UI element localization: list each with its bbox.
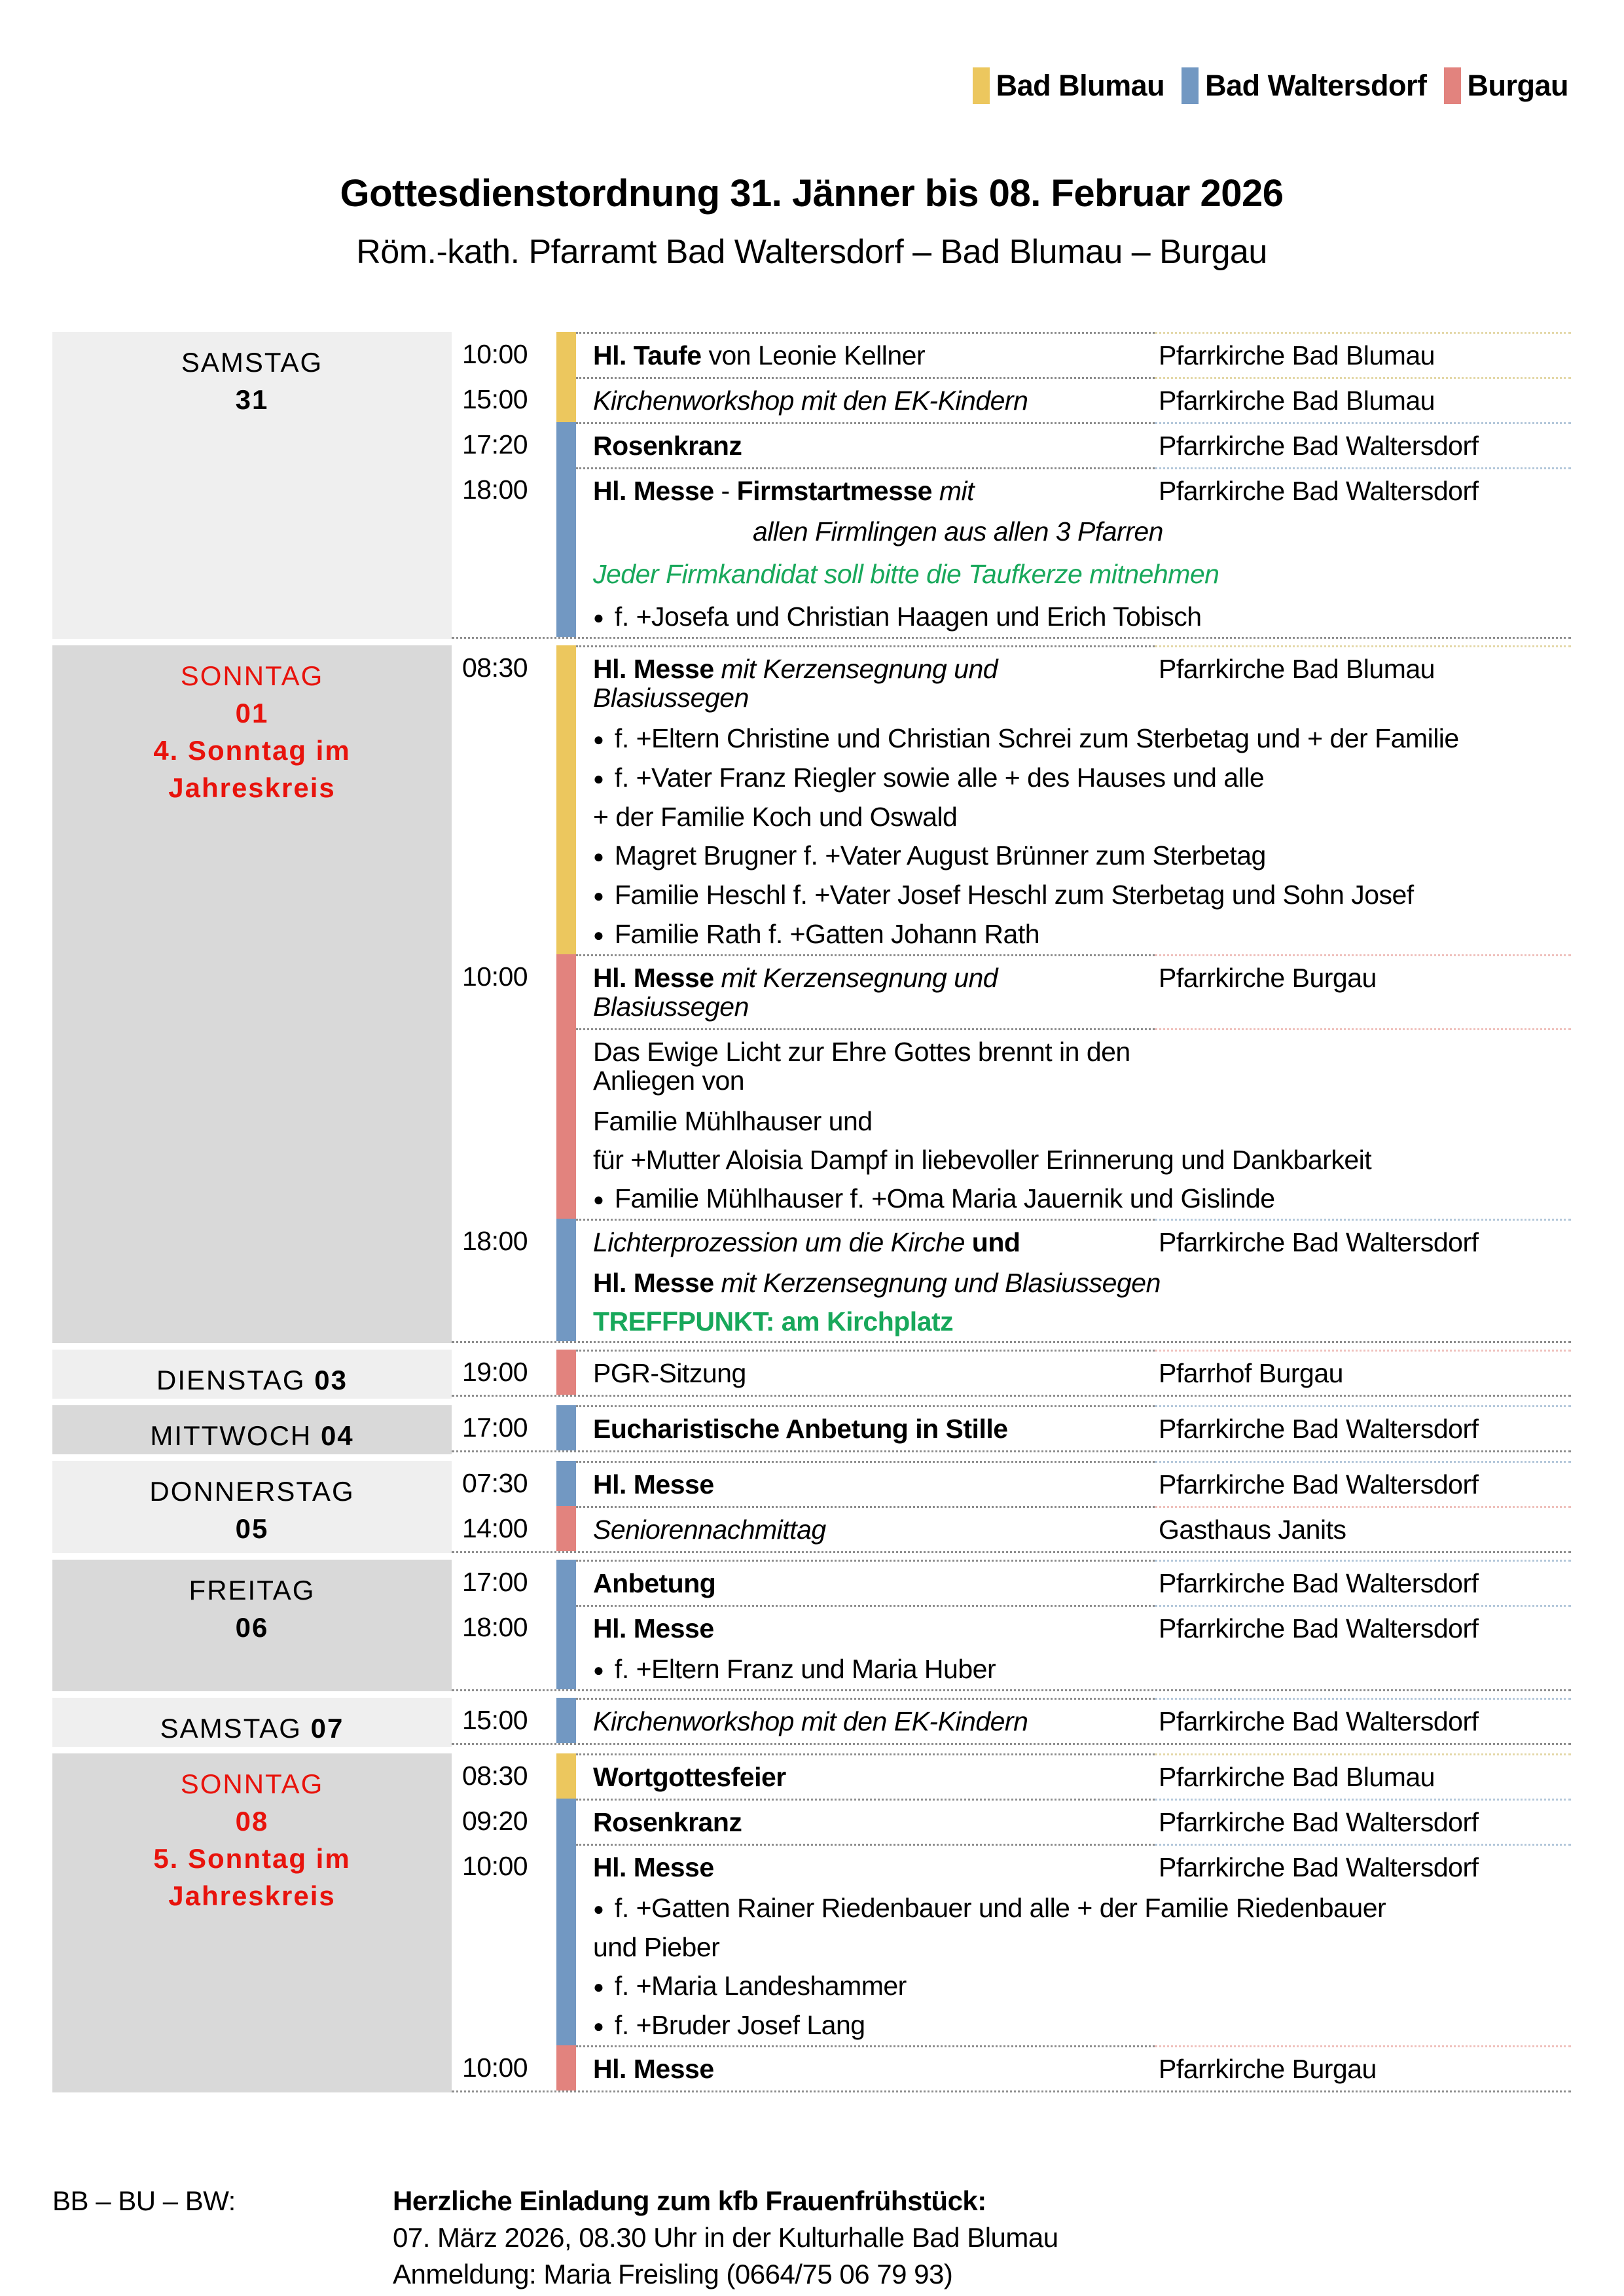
- event-content: [576, 1350, 1571, 1395]
- day-block: [52, 1560, 1571, 1691]
- day-rows: [452, 645, 1571, 1343]
- page-title: Gottesdienstordnung 31. Jänner bis 08. Februar 2026: [340, 172, 1284, 215]
- text-part: Jeder Firmkandidat soll bitte die Taufkerze mitnehmen: [593, 559, 1219, 589]
- event-title: [576, 1844, 1155, 1889]
- event-first-line: [576, 422, 1571, 467]
- day-block: [52, 1350, 1571, 1399]
- text-part: f. +Bruder Josef Lang: [614, 2010, 865, 2040]
- day-block: [52, 1461, 1571, 1553]
- bullet-icon: ●: [593, 1977, 604, 1997]
- bullet-icon: ●: [593, 886, 604, 906]
- day-label-line: [52, 1473, 452, 1510]
- text-part: Eucharistische Anbetung in Stille: [593, 1414, 1008, 1444]
- event-row: [452, 645, 1571, 954]
- event-subline: [576, 1265, 1571, 1301]
- event-location: Pfarrkirche Bad Blumau: [1155, 377, 1571, 422]
- legend-label: Bad Blumau: [996, 69, 1165, 102]
- parish-color-bar: [556, 1698, 576, 1743]
- event-location: Pfarrkirche Bad Blumau: [1155, 645, 1571, 719]
- text-part: 04: [320, 1420, 354, 1451]
- event-row: [452, 377, 1571, 422]
- text-part: 05: [235, 1513, 269, 1544]
- event-row: [452, 1461, 1571, 1506]
- day-block: [52, 645, 1571, 1343]
- text-part: Rosenkranz: [593, 431, 742, 461]
- event-location: [1155, 1028, 1571, 1102]
- event-title: [576, 1506, 1155, 1551]
- day-block: [52, 1698, 1571, 1747]
- event-content: [576, 2045, 1571, 2090]
- day-rows: [452, 1461, 1571, 1553]
- event-first-line: [576, 332, 1571, 377]
- event-content: [576, 377, 1571, 422]
- event-subline: [576, 2007, 1571, 2044]
- text-part: Rosenkranz: [593, 1807, 742, 1837]
- text-part: Hl. Messe: [593, 2054, 714, 2084]
- event-title: [576, 1350, 1155, 1395]
- event-subline: [576, 1929, 1571, 1965]
- event-content: [576, 645, 1571, 954]
- event-content: [576, 1461, 1571, 1506]
- event-content: [576, 1028, 1571, 1219]
- event-first-line: [576, 377, 1571, 422]
- text-part: Hl. Messe: [593, 963, 714, 993]
- day-label-line: [52, 1510, 452, 1547]
- time-label: 17:20: [462, 429, 528, 459]
- day-block: [52, 1405, 1571, 1454]
- event-content: [576, 1799, 1571, 1844]
- event-title: [576, 954, 1155, 1028]
- event-row: [452, 422, 1571, 467]
- parish-color-bar: [556, 467, 576, 637]
- parish-color-bar: [556, 1350, 576, 1395]
- text-part: mit Kerzensegnung und Blasiussegen: [713, 1268, 1161, 1298]
- event-first-line: [576, 1698, 1571, 1743]
- text-part: mit Kerzensegnung und Blasiussegen: [593, 654, 998, 713]
- time-label: [452, 1028, 556, 1219]
- text-part: mit Kerzensegnung und Blasiussegen: [593, 963, 998, 1022]
- event-first-line: [576, 954, 1571, 1028]
- text-part: Familie Rath f. +Gatten Johann Rath: [614, 919, 1040, 949]
- time-label: 14:00: [462, 1513, 528, 1543]
- event-location: Pfarrkirche Bad Waltersdorf: [1155, 1799, 1571, 1844]
- event-title: [576, 1560, 1155, 1605]
- day-label-line: [52, 694, 452, 732]
- event-content: [576, 1219, 1571, 1341]
- event-title: [576, 2045, 1155, 2090]
- day-label: [52, 1461, 452, 1553]
- invitation-title: Herzliche Einladung zum kfb Frauenfrühstück:: [393, 2185, 986, 2216]
- bullet-icon: ●: [593, 768, 604, 789]
- text-part: SAMSTAG: [160, 1713, 311, 1744]
- event-subline: [576, 760, 1571, 797]
- event-location: Gasthaus Janits: [1155, 1506, 1571, 1551]
- event-row: [452, 1753, 1571, 1799]
- day-rows: [452, 1698, 1571, 1747]
- parish-color-bar: [556, 1560, 576, 1605]
- event-title: [576, 332, 1155, 377]
- parish-color-bar: [556, 1753, 576, 1799]
- event-content: [576, 954, 1571, 1028]
- text-part: f. +Eltern Franz und Maria Huber: [614, 1654, 996, 1684]
- event-title: [576, 422, 1155, 467]
- event-first-line: [576, 467, 1571, 512]
- event-content: [576, 1506, 1571, 1551]
- time-label: 15:00: [462, 384, 528, 414]
- text-part: + der Familie Koch und Oswald: [593, 802, 958, 832]
- text-part: Hl. Messe: [593, 1469, 714, 1499]
- day-label: [52, 1698, 452, 1747]
- parish-color-bar: [556, 1799, 576, 1844]
- legend-label: Bad Waltersdorf: [1205, 69, 1427, 102]
- event-subline: [576, 1651, 1571, 1688]
- text-part: Jahreskreis: [168, 1880, 336, 1911]
- time-label: 17:00: [462, 1567, 528, 1597]
- parish-legend: [973, 67, 1568, 104]
- event-first-line: [576, 1028, 1571, 1102]
- bullet-icon: ●: [593, 607, 604, 628]
- page-subtitle: Röm.-kath. Pfarramt Bad Waltersdorf – Bad Blumau – Burgau: [356, 233, 1267, 271]
- event-row: [452, 2045, 1571, 2092]
- event-subline: [576, 599, 1571, 636]
- text-part: Hl. Messe: [593, 654, 714, 684]
- time-label: 07:30: [462, 1468, 528, 1498]
- text-part: Hl. Messe: [593, 1268, 714, 1298]
- text-part: f. +Eltern Christine und Christian Schrei zum Sterbetag und + der Familie: [614, 723, 1459, 753]
- day-label: [52, 1350, 452, 1399]
- event-title: [576, 1219, 1155, 1264]
- event-location: Pfarrkirche Bad Waltersdorf: [1155, 1219, 1571, 1264]
- event-title: [576, 1605, 1155, 1650]
- time-label: 18:00: [462, 475, 528, 505]
- event-location: Pfarrkirche Bad Waltersdorf: [1155, 467, 1571, 512]
- day-label-line: [52, 1710, 452, 1747]
- bullet-icon: ●: [593, 1660, 604, 1680]
- event-content: [576, 1560, 1571, 1605]
- parish-color-bar: [556, 1844, 576, 2045]
- event-location: Pfarrkirche Bad Waltersdorf: [1155, 1405, 1571, 1450]
- day-label-line: [52, 381, 452, 418]
- parish-color-bar: [556, 2045, 576, 2090]
- invitation-line: 07. März 2026, 08.30 Uhr in der Kulturhalle Bad Blumau: [393, 2222, 1058, 2253]
- event-subline: [576, 838, 1571, 874]
- event-subline: [576, 1103, 1571, 1139]
- day-label: [52, 332, 452, 639]
- text-part: SAMSTAG: [181, 347, 323, 378]
- day-label-line: [52, 1417, 452, 1454]
- event-content: [576, 422, 1571, 467]
- text-part: Hl. Messe: [593, 476, 714, 506]
- event-subline: [576, 1181, 1571, 1217]
- text-part: Familie Heschl f. +Vater Josef Heschl zum Sterbetag und Sohn Josef: [614, 880, 1414, 910]
- time-label: 10:00: [462, 2053, 528, 2083]
- event-location: Pfarrkirche Bad Waltersdorf: [1155, 1560, 1571, 1605]
- text-part: Firmstartmesse: [736, 476, 932, 506]
- text-part: MITTWOCH: [150, 1420, 321, 1451]
- text-part: SONNTAG: [180, 1768, 324, 1799]
- event-title: [576, 1405, 1155, 1450]
- time-label: 10:00: [462, 961, 528, 992]
- bullet-icon: ●: [593, 846, 604, 867]
- text-part: f. +Gatten Rainer Riedenbauer und alle + der Familie Riedenbauer: [614, 1893, 1386, 1923]
- event-first-line: [576, 1219, 1571, 1264]
- parish-color-bar: [556, 332, 576, 377]
- text-part: f. +Vater Franz Riegler sowie alle + des Hauses und alle: [614, 762, 1265, 793]
- parish-color-bar: [556, 1028, 576, 1219]
- yellow-swatch-icon: [973, 67, 990, 104]
- event-location: Pfarrkirche Bad Waltersdorf: [1155, 1844, 1571, 1889]
- time-label: 17:00: [462, 1412, 528, 1443]
- text-part: Wortgottesfeier: [593, 1762, 786, 1792]
- day-rows: [452, 1405, 1571, 1454]
- day-label-line: [52, 1877, 452, 1914]
- invitation-line: Anmeldung: Maria Freisling (0664/75 06 79 93): [393, 2259, 953, 2289]
- text-part: f. +Maria Landeshammer: [614, 1971, 907, 2001]
- text-part: Familie Mühlhauser und: [593, 1106, 873, 1136]
- footer-invitation: [393, 2183, 1571, 2293]
- event-subline: [576, 556, 1571, 592]
- day-label-line: [52, 1840, 452, 1877]
- event-content: [576, 1605, 1571, 1689]
- text-part: und Pieber: [593, 1932, 720, 1962]
- day-label-line: [52, 1609, 452, 1646]
- text-part: f. +Josefa und Christian Haagen und Erich Tobisch: [614, 601, 1202, 632]
- event-first-line: [576, 1799, 1571, 1844]
- day-label: [52, 1753, 452, 2092]
- parish-color-bar: [556, 422, 576, 467]
- time-label: 09:20: [462, 1806, 528, 1836]
- event-row: [452, 954, 1571, 1028]
- event-subline: [576, 1968, 1571, 2005]
- event-first-line: [576, 1753, 1571, 1799]
- day-label: [52, 1560, 452, 1691]
- day-block: [52, 1753, 1571, 2092]
- day-label-line: [52, 769, 452, 806]
- event-location: Pfarrkirche Bad Waltersdorf: [1155, 1461, 1571, 1506]
- event-title: [576, 1698, 1155, 1743]
- event-first-line: [576, 2045, 1571, 2090]
- event-content: [576, 1405, 1571, 1450]
- event-row: [452, 1560, 1571, 1605]
- event-first-line: [576, 1560, 1571, 1605]
- day-label-line: [52, 1803, 452, 1840]
- event-title: [576, 1461, 1155, 1506]
- blue-swatch-icon: [1182, 67, 1199, 104]
- text-part: Kirchenworkshop mit den EK-Kindern: [593, 386, 1028, 416]
- text-part: Familie Mühlhauser f. +Oma Maria Jauernik und Gislinde: [614, 1183, 1275, 1213]
- time-label: 08:30: [462, 1761, 528, 1791]
- event-row: [452, 1698, 1571, 1745]
- event-subline: [576, 721, 1571, 757]
- text-part: Seniorennachmittag: [593, 1515, 826, 1545]
- legend-item: [1182, 67, 1426, 104]
- text-part: 03: [314, 1365, 348, 1395]
- event-first-line: [576, 1405, 1571, 1450]
- day-label-line: [52, 1361, 452, 1399]
- event-location: Pfarrkirche Bad Blumau: [1155, 1753, 1571, 1799]
- day-label-line: [52, 1765, 452, 1803]
- day-block: [52, 332, 1571, 639]
- event-location: Pfarrkirche Bad Waltersdorf: [1155, 422, 1571, 467]
- parish-color-bar: [556, 1405, 576, 1450]
- event-title: [576, 1799, 1155, 1844]
- event-content: [576, 1844, 1571, 2045]
- event-subline: [576, 1142, 1571, 1178]
- day-label-line: [52, 657, 452, 694]
- day-label: [52, 1405, 452, 1454]
- event-subline: [576, 877, 1571, 914]
- event-row: [452, 467, 1571, 639]
- text-part: Kirchenworkshop mit den EK-Kindern: [593, 1706, 1028, 1736]
- text-part: Jahreskreis: [168, 772, 336, 803]
- event-content: [576, 1698, 1571, 1743]
- text-part: von Leonie Kellner: [701, 340, 926, 370]
- event-row: [452, 1405, 1571, 1452]
- event-title: [576, 1028, 1155, 1102]
- event-location: Pfarrkirche Burgau: [1155, 954, 1571, 1028]
- event-location: Pfarrhof Burgau: [1155, 1350, 1571, 1395]
- time-label: 19:00: [462, 1357, 528, 1387]
- event-first-line: [576, 1844, 1571, 1889]
- event-location: Pfarrkirche Bad Waltersdorf: [1155, 1698, 1571, 1743]
- event-content: [576, 332, 1571, 377]
- time-label: 08:30: [462, 653, 528, 683]
- text-part: Hl. Taufe: [593, 340, 702, 370]
- event-title: [576, 377, 1155, 422]
- time-label: 10:00: [462, 339, 528, 369]
- salmon-swatch-icon: [1444, 67, 1461, 104]
- bullet-icon: ●: [593, 729, 604, 749]
- footer: [52, 2183, 1571, 2293]
- text-part: 01: [235, 698, 269, 728]
- event-row: [452, 332, 1571, 377]
- event-row: [452, 1506, 1571, 1553]
- footer-abbreviations: BB – BU – BW:: [52, 2185, 236, 2216]
- event-content: [576, 1753, 1571, 1799]
- legend-label: Burgau: [1467, 69, 1568, 102]
- bullet-icon: ●: [593, 925, 604, 945]
- event-subline: [576, 1890, 1571, 1927]
- event-content: [576, 467, 1571, 637]
- text-part: Magret Brugner f. +Vater August Brünner zum Sterbetag: [614, 840, 1266, 870]
- day-label-line: [52, 732, 452, 769]
- event-location: Pfarrkirche Bad Blumau: [1155, 332, 1571, 377]
- event-subline: [576, 514, 1571, 550]
- event-row: [452, 1844, 1571, 2045]
- event-row: [452, 1028, 1571, 1219]
- text-part: -: [713, 476, 737, 506]
- time-label: 18:00: [462, 1612, 528, 1642]
- event-first-line: [576, 1350, 1571, 1395]
- legend-item: [1444, 67, 1569, 104]
- event-location: Pfarrkirche Bad Waltersdorf: [1155, 1605, 1571, 1650]
- event-row: [452, 1605, 1571, 1691]
- text-part: PGR-Sitzung: [593, 1358, 746, 1388]
- bullet-icon: ●: [593, 2016, 604, 2036]
- text-part: FREITAG: [189, 1575, 316, 1605]
- event-title: [576, 467, 1155, 512]
- text-part: mit: [931, 476, 975, 506]
- event-row: [452, 1219, 1571, 1343]
- text-part: allen Firmlingen aus allen 3 Pfarren: [753, 516, 1163, 547]
- time-label: 10:00: [462, 1851, 528, 1881]
- parish-color-bar: [556, 645, 576, 954]
- event-subline: [576, 1304, 1571, 1340]
- event-first-line: [576, 1605, 1571, 1650]
- text-part: 08: [235, 1806, 269, 1837]
- text-part: TREFFPUNKT: am Kirchplatz: [593, 1306, 954, 1336]
- event-first-line: [576, 645, 1571, 719]
- text-part: 06: [235, 1612, 269, 1643]
- parish-color-bar: [556, 1506, 576, 1551]
- event-subline: [576, 799, 1571, 835]
- parish-color-bar: [556, 1219, 576, 1341]
- text-part: und: [971, 1227, 1020, 1257]
- event-title: [576, 645, 1155, 719]
- parish-color-bar: [556, 377, 576, 422]
- legend-item: [973, 67, 1165, 104]
- bullet-icon: ●: [593, 1899, 604, 1919]
- time-label: 15:00: [462, 1705, 528, 1735]
- day-rows: [452, 1560, 1571, 1691]
- text-part: Hl. Messe: [593, 1613, 714, 1643]
- day-rows: [452, 1753, 1571, 2092]
- text-part: SONNTAG: [180, 660, 324, 691]
- text-part: 31: [235, 384, 269, 415]
- bullet-icon: ●: [593, 1189, 604, 1210]
- event-row: [452, 1350, 1571, 1397]
- text-part: Das Ewige Licht zur Ehre Gottes brennt in den Anliegen von: [593, 1037, 1130, 1096]
- text-part: 5. Sonntag im: [153, 1843, 351, 1874]
- text-part: 07: [310, 1713, 344, 1744]
- text-part: DONNERSTAG: [149, 1476, 355, 1507]
- parish-color-bar: [556, 1605, 576, 1689]
- text-part: für +Mutter Aloisia Dampf in liebevoller Erinnerung und Dankbarkeit: [593, 1145, 1372, 1175]
- schedule-table: [52, 332, 1571, 2092]
- text-part: Hl. Messe: [593, 1852, 714, 1882]
- event-title: [576, 1753, 1155, 1799]
- event-first-line: [576, 1461, 1571, 1506]
- day-rows: [452, 1350, 1571, 1399]
- event-location: Pfarrkirche Burgau: [1155, 2045, 1571, 2090]
- event-subline: [576, 916, 1571, 953]
- event-first-line: [576, 1506, 1571, 1551]
- parish-color-bar: [556, 1461, 576, 1506]
- day-rows: [452, 332, 1571, 639]
- parish-color-bar: [556, 954, 576, 1028]
- text-part: DIENSTAG: [156, 1365, 315, 1395]
- text-part: 4. Sonntag im: [153, 735, 351, 766]
- day-label-line: [52, 344, 452, 381]
- text-part: Lichterprozession um die Kirche: [593, 1227, 972, 1257]
- event-row: [452, 1799, 1571, 1844]
- text-part: Anbetung: [593, 1568, 716, 1598]
- time-label: 18:00: [462, 1226, 528, 1256]
- day-label: [52, 645, 452, 1343]
- day-label-line: [52, 1571, 452, 1609]
